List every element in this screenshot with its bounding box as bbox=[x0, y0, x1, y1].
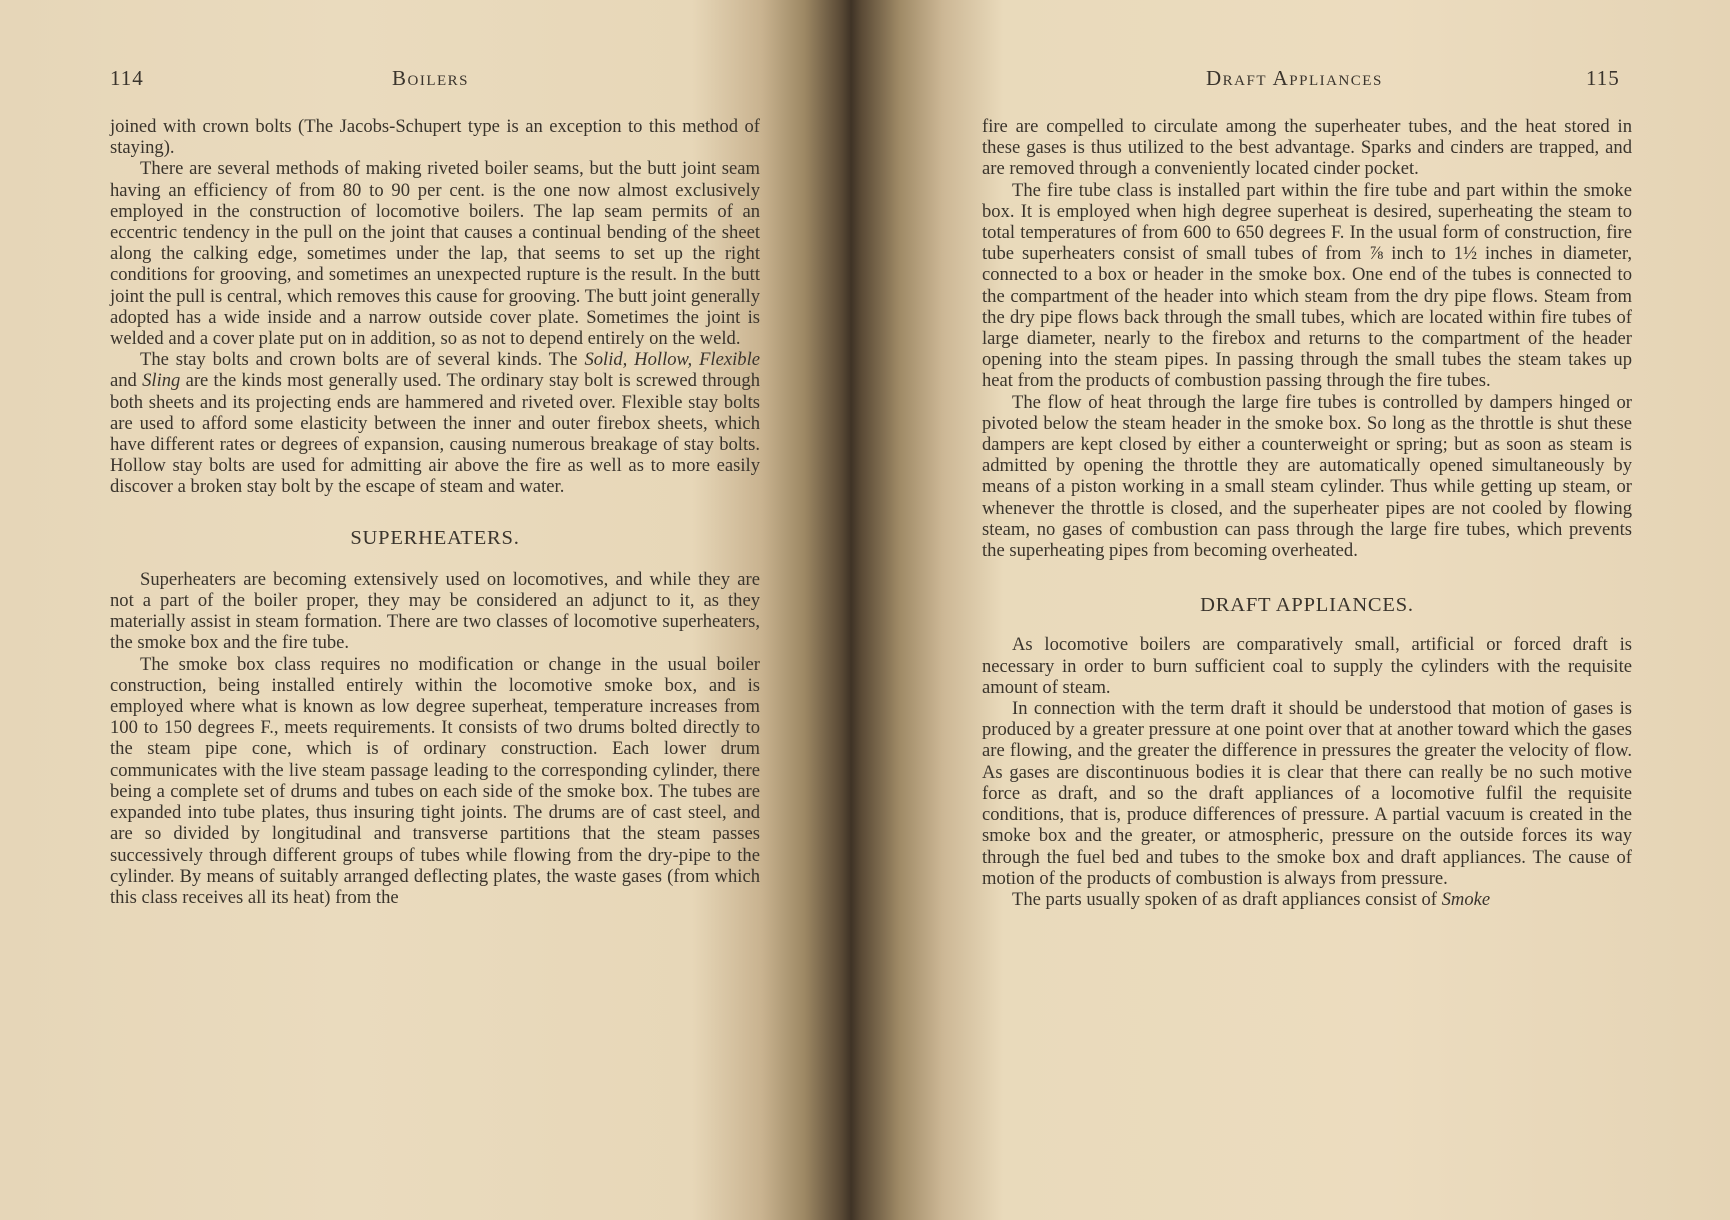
left-page-body bbox=[110, 116, 760, 908]
paragraph: joined with crown bolts (The Jacobs-Schupert type is an exception to this method of staying). bbox=[110, 116, 760, 159]
paragraph: Superheaters are becoming extensively used on locomotives, and while they are not a part of the boiler proper, they may be considered an adjunct to it, as they materially assist in steam formation. There are two classes of locomotive superheaters, the smoke box and the fire tube. bbox=[110, 568, 760, 654]
paragraph: The smoke box class requires no modification or change in the usual boiler construction, being installed entirely within the locomotive smoke box, and is employed where what is known as low degree superheat, temperature increases from 100 to 150 degrees F., meets requirements. It consists of two drums bolted directly to the steam pipe cone, which is of ordinary construction. Each lower drum communicates with the live steam passage leading to the corresponding cylinder, there being a complete set of drums and tubes on each side of the smoke box. The tubes are expanded into tube plates, thus insuring tight joints. The drums are of cast steel, and are so divided by longitudinal and transverse partitions that the steam passes successively through different groups of tubes while flowing from the dry-pipe to the cylinder. By means of suitably arranged deflecting plates, the waste gases (from which this class receives all its heat) from the bbox=[110, 653, 760, 908]
italic-text: Sling bbox=[142, 370, 181, 392]
paragraph: There are several methods of making riveted boiler seams, but the butt joint seam having an efficiency of from 80 to 90 per cent. is the one now almost exclusively employed in the construction of locomotive boilers. The lap seam permits of an eccentric tendency in the pull on the joint that causes a continual bending of the sheet along the calking edge, sometimes under the lap, that seems to set up the right conditions for grooving, and sometimes an unexpected rupture is the result. In the butt joint the pull is central, which removes this cause for grooving. The butt joint generally adopted has a wide inside and a narrow outside cover plate. Sometimes the joint is welded and a cover plate put on in addition, so as not to depend entirely on the weld. bbox=[110, 158, 760, 350]
italic-text: Smoke bbox=[1441, 888, 1491, 910]
paragraph-last bbox=[982, 889, 1632, 910]
italic-text: Solid, Hollow, Flexible bbox=[584, 349, 760, 371]
left-page bbox=[0, 0, 862, 1220]
paragraph: The flow of heat through the large fire tubes is controlled by dampers hinged or pivoted below the steam header in the smoke box. So long as the throttle is shut these dampers are kept closed by either a counterweight or spring; but as soon as steam is admitted by opening the throttle they are automatically opened simultaneously by means of a piston working in a small steam cylinder. Thus while getting up steam, or whenever the throttle is closed, and the superheater pipes are not cooled by flowing steam, no gases of combustion can pass through the large fire tubes, which prevents the superheating pipes from becoming overheated. bbox=[982, 391, 1632, 562]
paragraph-text: The parts usually spoken of as draft appliances consist of bbox=[1012, 888, 1442, 910]
paragraph: In connection with the term draft it should be understood that motion of gases is produced by a greater pressure at one point over that at another toward which the gases are flowing, and the greater the difference in pressures the greater the velocity of flow. As gases are discontinuous bodies it is clear that there can really be no such motive force as draft, and so the draft appliances of a locomotive fulfil the requisite conditions, that is, produce differences of pressure. A partial vacuum is created in the smoke box and the greater, or atmospheric, pressure on the outside forces its way through the fuel bed and tubes to the smoke box and draft appliances. The cause of motion of the products of combustion is always from pressure. bbox=[982, 698, 1632, 889]
page-number-right: 115 bbox=[1586, 66, 1620, 90]
section-heading: SUPERHEATERS. bbox=[350, 526, 520, 549]
paragraph-text: and bbox=[110, 370, 143, 392]
paragraph: As locomotive boilers are comparatively small, artificial or forced draft is necessary in order to burn sufficient coal to supply the cylinders with the requisite amount of steam. bbox=[982, 634, 1632, 698]
section-heading: DRAFT APPLIANCES. bbox=[1200, 594, 1414, 617]
paragraph: fire are compelled to circulate among the superheater tubes, and the heat stored in these gases is thus utilized to the best advantage. Sparks and cinders are trapped, and are removed through a conveniently located cinder pocket. bbox=[982, 116, 1632, 180]
right-page-body bbox=[982, 116, 1632, 910]
paragraph: The fire tube class is installed part within the fire tube and part within the smoke box. It is employed when high degree superheat is desired, superheating the steam to total temperatures of from 600 to 650 degrees F. In the usual form of construction, fire tube superheaters consist of small tubes of from ⅞ inch to 1½ inches in diameter, connected to a box or header in the smoke box. One end of the tubes is connected to the compartment of the header into which steam from the dry pipe flows. Steam from the dry pipe flows back through the small tubes, which are located within fire tubes of large diameter, nearly to the firebox and returns to the compartment of the header opening into the steam pipes. In passing through the small tubes the steam takes up heat from the products of combustion passing through the fire tubes. bbox=[982, 179, 1632, 392]
page-number-left: 114 bbox=[110, 66, 144, 90]
paragraph-stay-bolts bbox=[110, 349, 760, 497]
running-title-right: Draft Appliances bbox=[1206, 66, 1383, 90]
paragraph-text: are the kinds most generally used. The ordinary stay bolt is screwed through both sheets and its projecting ends are hammered and riveted over. Flexible stay bolts are used to afford some elasticity between the inner and outer firebox sheets, which have different rates or degrees of expansion, causing numerous breakage of stay bolts. Hollow stay bolts are used for admitting air above the fire as well as to more easily discover a broken stay bolt by the escape of steam and water. bbox=[110, 370, 761, 498]
running-title-left: Boilers bbox=[392, 66, 470, 90]
right-page bbox=[868, 0, 1730, 1220]
paragraph-text: The stay bolts and crown bolts are of several kinds. The bbox=[140, 349, 585, 371]
